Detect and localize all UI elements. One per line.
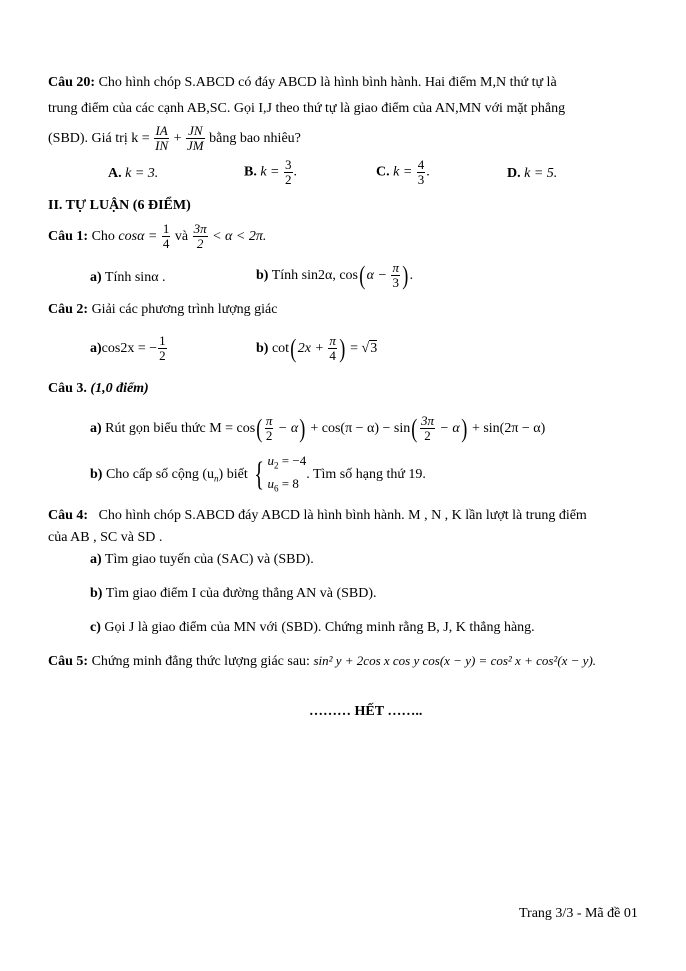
plus-sign: + xyxy=(173,131,182,146)
fraction-3pi-2-b: $\frac{3\pi}{2}$ xyxy=(420,413,434,444)
fraction-1-2: $\frac{1}{2}$ xyxy=(159,333,166,364)
fraction-1-4: $\frac{1}{4}$ xyxy=(162,221,170,252)
equation-system: $u_2 = -4$ $u_6 = 8$ xyxy=(267,453,307,494)
fraction-pi-2: $\frac{\pi}{2}$ xyxy=(265,413,273,444)
page-footer: Trang 3/3 - Mã đề 01 xyxy=(519,906,638,921)
fraction-pi-4: $\frac{\pi}{4}$ xyxy=(329,333,336,364)
question-1b: b) Tính sin2α, cos(α − $\frac{\pi}{3}$ ). xyxy=(256,260,414,291)
question-3b: b) Cho cấp số cộng $(u_n)$ biết { $u_2 = -4$ $u_6 = 8$ . Tìm số hạng thứ 19. xyxy=(90,452,426,497)
question-20-line2: trung điểm của các cạnh AB,SC. Gọi I,J theo thứ tự là giao điểm của AN,MN với mặt phẳng xyxy=(48,101,566,116)
question-4c: c) Gọi J là giao điểm của MN với (SBD). Chứng minh rằng B, J, K thẳng hàng. xyxy=(90,620,535,635)
question-20-label: Câu 20: xyxy=(48,75,96,90)
end-marker: ……… HẾT …….. xyxy=(309,704,423,719)
question-4: Câu 4: Cho hình chóp S.ABCD đáy ABCD là hình bình hành. M , N , K lần lượt là trung điểm của AB , SC và SD . xyxy=(48,508,587,545)
question-1a: a) Tính sinα . xyxy=(90,270,166,285)
section-title: II. TỰ LUẬN (6 ĐIỂM) xyxy=(48,198,191,213)
option-c: C. k = $\frac{4}{3}$ . xyxy=(376,157,430,187)
question-20-line1: Cho hình chóp S.ABCD có đáy ABCD là hình bình hành. Hai điểm M,N thứ tự là xyxy=(98,75,557,90)
fraction-pi-3: $\frac{\pi}{3}$ xyxy=(392,260,399,291)
question-5: Câu 5: Chứng minh đẳng thức lượng giác sau: sin² y + 2cos x cos y cos(x − y) = cos² x + cos²(x − y). xyxy=(48,653,597,669)
fraction-3-2: $\frac{3}{2}$ xyxy=(285,157,292,187)
fraction-jn-jm: $\frac{JN}{JM}$ xyxy=(187,123,204,154)
question-3a: a) Rút gọn biểu thức M = cos( $\frac{\pi}{2}$ − α) + cos(π − α) − sin( $\frac{3\pi}{2}$ − α) + sin(2π − α) xyxy=(90,413,546,444)
question-2a: a)cos2x = − $\frac{1}{2}$ xyxy=(90,333,166,364)
option-d: D. k = 5. xyxy=(507,166,558,181)
question-1: Câu 1: Cho cosα = $\frac{1}{4}$ và $\frac{3\pi}{2}$ < α < 2π. xyxy=(48,221,267,252)
option-a: A. k = 3. xyxy=(108,166,159,181)
question-2: Câu 2: Giải các phương trình lượng giác xyxy=(48,302,278,317)
option-b: B. k = $\frac{3}{2}$ . xyxy=(244,157,298,187)
question-2b: b) cot(2x + $\frac{\pi}{4}$ ) = √3 xyxy=(256,333,378,364)
question-20 xyxy=(48,72,638,154)
fraction-3pi-2: $\frac{3\pi}{2}$ xyxy=(193,221,207,252)
question-4b: b) Tìm giao điểm I của đường thẳng AN và (SBD). xyxy=(90,586,377,601)
question-20-line3-post: bằng bao nhiêu? xyxy=(209,131,301,146)
fraction-ia-in: $\frac{IA}{IN}$ xyxy=(155,123,169,154)
question-20-line3-pre: (SBD). Giá trị k = xyxy=(48,131,154,146)
fraction-4-3: $\frac{4}{3}$ xyxy=(417,157,425,187)
question-4a: a) Tìm giao tuyến của (SAC) và (SBD). xyxy=(90,552,314,567)
question-3: Câu 3. (1,0 điểm) xyxy=(48,381,149,396)
